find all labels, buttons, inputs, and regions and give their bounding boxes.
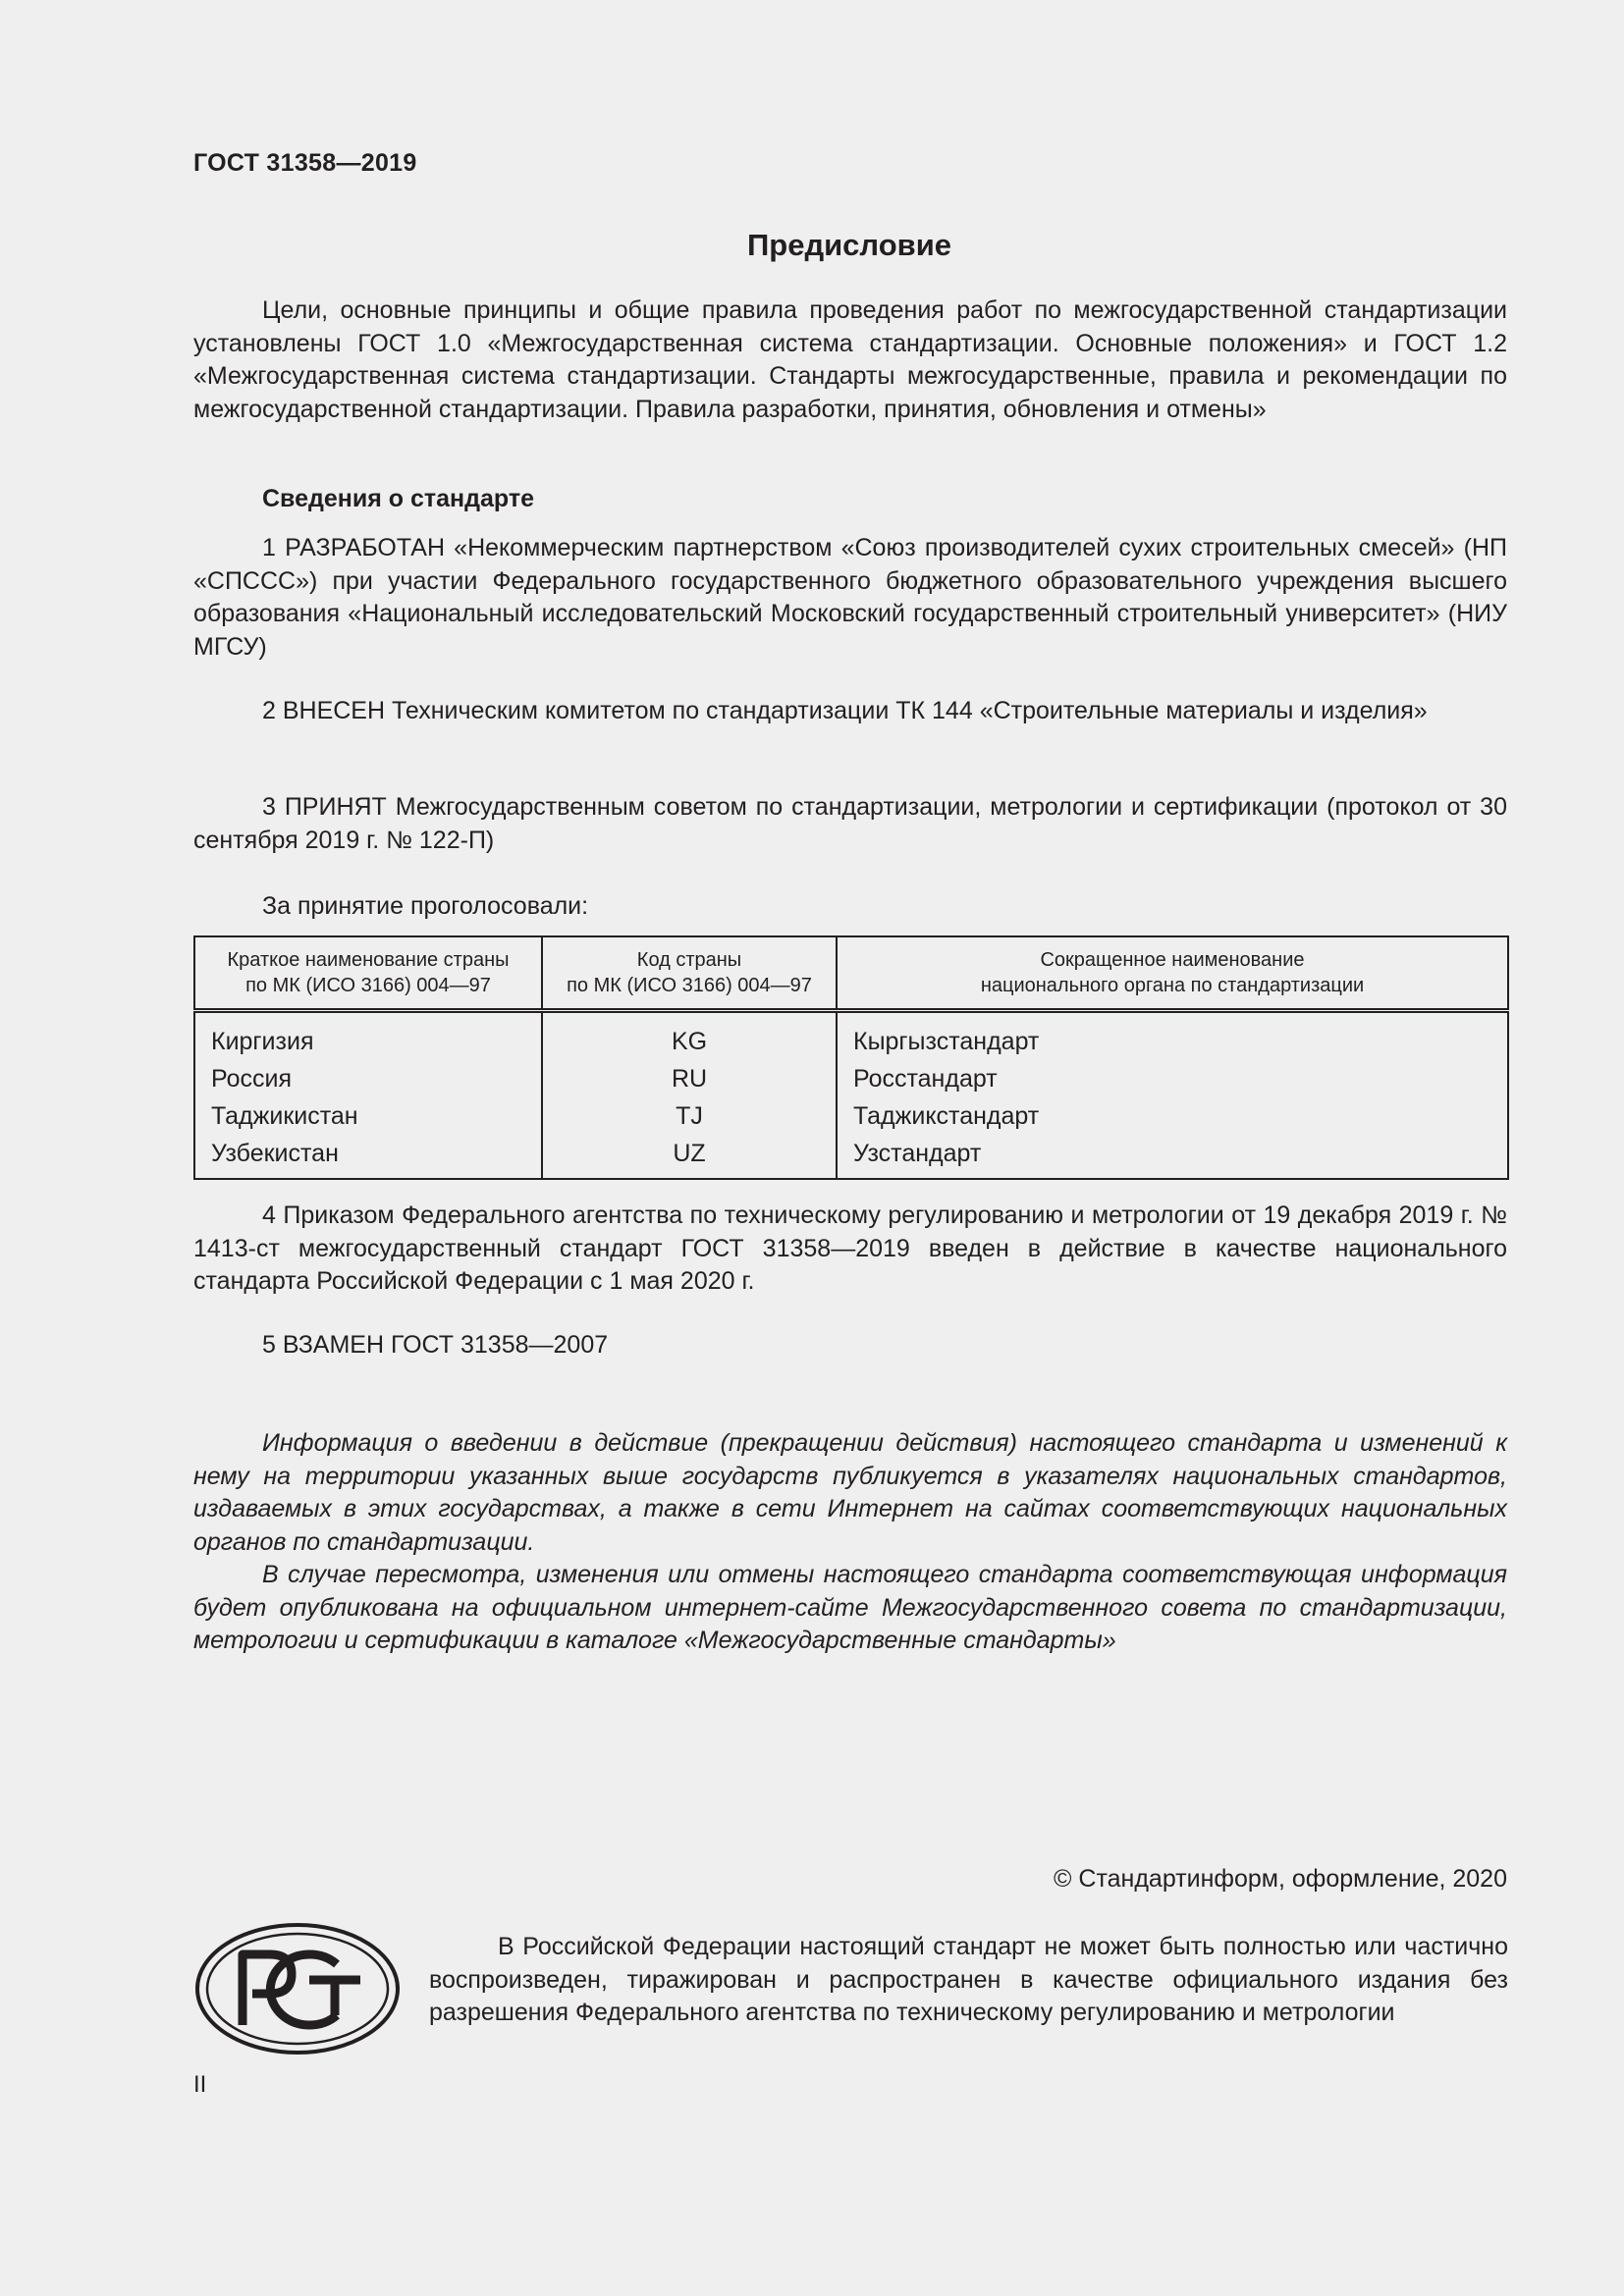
header-country: Краткое наименование страны по МК (ИСО 3166) 004—97 xyxy=(194,936,542,1011)
copyright-notice xyxy=(429,1931,1508,2030)
item-replaces xyxy=(193,1329,1507,1362)
header-body: Сокращенное наименование национального органа по стандартизации xyxy=(837,936,1508,1011)
cell-code: KG xyxy=(542,1011,837,1061)
cell-body: Кыргызстандарт xyxy=(837,1011,1508,1061)
cell-code: TJ xyxy=(542,1097,837,1135)
table-row xyxy=(194,1011,1508,1061)
standard-code: ГОСТ 31358—2019 xyxy=(193,149,417,177)
info-heading xyxy=(193,483,1507,516)
cell-code: UZ xyxy=(542,1135,837,1179)
item-introduced-text: 2 ВНЕСЕН Техническим комитетом по стандартизации ТК 144 «Строительные материалы и изделия» xyxy=(262,697,1428,724)
copyright-line: © Стандартинформ, оформление, 2020 xyxy=(1054,1865,1507,1893)
rst-certification-mark-icon xyxy=(193,1921,402,2056)
voted-label-text: За принятие проголосовали: xyxy=(262,892,589,920)
header-code: Код страны по МК (ИСО 3166) 004—97 xyxy=(542,936,837,1011)
table-row xyxy=(194,1097,1508,1135)
cell-country: Киргизия xyxy=(211,1028,314,1055)
cell-body: Узстандарт xyxy=(837,1135,1508,1179)
page-title: Предисловие xyxy=(746,228,951,262)
table-header-row xyxy=(194,936,1508,1011)
table-row xyxy=(194,1060,1508,1097)
item-adopted xyxy=(193,791,1507,857)
item-developed-text: 1 РАЗРАБОТАН «Некоммерческим партнерством «Союз производителей сухих строительных смесей» (НП «СПССС») при участии Федерального государственного бюджетного образовательного учреждения высшего образования «Национальный исследовательский Московский государственный строительный университет» (НИУ МГСУ) xyxy=(193,534,1507,661)
page-number: II xyxy=(193,2071,207,2098)
cell-country: Россия xyxy=(211,1065,292,1093)
cell-country: Таджикистан xyxy=(211,1102,358,1130)
item-adopted-text: 3 ПРИНЯТ Межгосударственным советом по стандартизации, метрологии и сертификации (протокол от 30 сентября 2019 г. № 122-П) xyxy=(193,793,1507,854)
cell-body: Таджикстандарт xyxy=(837,1097,1508,1135)
cell-body: Росстандарт xyxy=(837,1060,1508,1097)
item-order-text: 4 Приказом Федерального агентства по техническому регулированию и метрологии от 19 декабря 2019 г. № 1413-ст межгосударственный стандарт ГОСТ 31358—2019 введен в действие в качестве национального стандарта Российской Федерации с 1 мая 2020 г. xyxy=(193,1201,1507,1295)
copyright-notice-text: В Российской Федерации настоящий стандарт не может быть полностью или частично воспроизведен, тиражирован и распространен в качестве официального издания без разрешения Федерального агентства по техническому регулированию и метрологии xyxy=(429,1933,1508,2026)
publication-info xyxy=(193,1427,1507,1658)
intro-paragraph xyxy=(193,294,1507,426)
item-developed xyxy=(193,532,1507,664)
item-introduced xyxy=(193,695,1507,728)
publication-info-p2: В случае пересмотра, изменения или отмены настоящего стандарта соответствующая информация будет опубликована на официальном интернет-сайте Межгосударственного совета по стандартизации, метрологии и сертификации в каталоге «Межгосударственные стандарты» xyxy=(193,1561,1507,1654)
item-order xyxy=(193,1200,1507,1299)
publication-info-p1: Информация о введении в действие (прекращении действия) настоящего стандарта и изменений к нему на территории указанных выше государств публикуется в указателях национальных стандартов, издаваемых в этих государствах, а также в сети Интернет на сайтах соответствующих национальных органов по стандартизации. xyxy=(193,1429,1507,1556)
voted-label xyxy=(193,890,1507,924)
item-replaces-text: 5 ВЗАМЕН ГОСТ 31358—2007 xyxy=(262,1331,609,1359)
intro-text: Цели, основные принципы и общие правила проведения работ по межгосударственной стандартизации установлены ГОСТ 1.0 «Межгосударственная система стандартизации. Основные положения» и ГОСТ 1.2 «Межгосударственная система стандартизации. Стандарты межгосударственные, правила и рекомендации по межгосударственной стандартизации. Правила разработки, принятия, обновления и отмены» xyxy=(193,296,1507,423)
info-heading-text: Сведения о стандарте xyxy=(262,485,535,512)
cell-code: RU xyxy=(542,1060,837,1097)
cell-country: Узбекистан xyxy=(211,1140,339,1167)
table-row xyxy=(194,1135,1508,1179)
voting-table xyxy=(193,935,1509,1180)
